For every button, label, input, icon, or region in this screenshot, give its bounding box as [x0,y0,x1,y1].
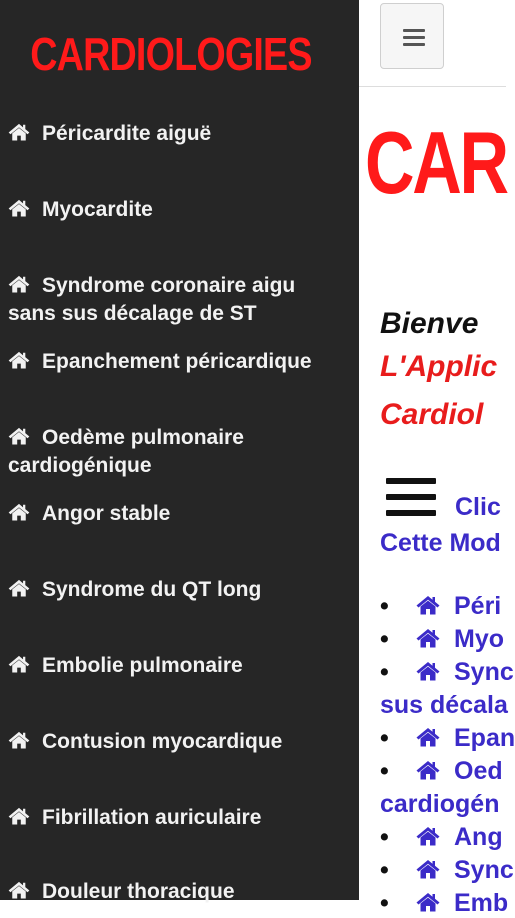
sidebar-item-label: Embolie pulmonaire [42,654,243,677]
list-item[interactable]: • Epan [380,724,515,752]
home-icon [416,661,440,681]
list-item-continuation[interactable]: cardiogén [380,790,500,818]
sidebar-item-douleur[interactable] [8,878,348,906]
sidebar-item-label: Myocardite [42,198,153,221]
list-item[interactable]: • Myo [380,625,504,653]
home-icon [8,881,30,899]
home-icon [416,760,440,780]
sidebar-item-label: Syndrome du QT long [42,578,262,601]
app-title-line1: L'Applic [380,350,498,383]
welcome-heading: Bienve [380,307,479,340]
home-icon [416,892,440,912]
home-icon [8,123,30,141]
sidebar-item-label: Fibrillation auriculaire [42,806,262,829]
home-icon [416,727,440,747]
list-item-continuation[interactable]: sus décala [380,691,508,719]
sidebar-item-label: Epanchement péricardique [42,350,312,373]
sidebar-item-label-line2: cardiogénique [8,454,152,477]
sidebar-item-epanchement[interactable] [8,348,348,376]
home-icon [8,275,30,293]
sidebar-item-label: Oedème pulmonaire [42,426,244,449]
home-icon [8,579,30,597]
main-content [359,87,515,917]
list-item[interactable]: • Emb [380,889,509,917]
click-link[interactable]: Clic [455,493,501,521]
click-link-line2[interactable]: Cette Mod [380,529,501,557]
home-icon [8,427,30,445]
list-item[interactable]: • Sync [380,856,514,884]
home-icon [8,199,30,217]
list-item[interactable]: • Péri [380,592,502,620]
sidebar-item-syndrome-coronaire[interactable] [8,272,348,328]
sidebar-item-angor[interactable] [8,500,348,528]
hamburger-icon-bar [403,43,425,46]
sidebar-item-fibrillation[interactable] [8,804,348,832]
home-icon [416,859,440,879]
sidebar-item-label: Contusion myocardique [42,730,283,753]
sidebar-item-oedeme[interactable] [8,424,348,480]
sidebar-item-label-line2: sans sus décalage de ST [8,302,257,325]
home-icon [416,595,440,615]
home-icon [416,628,440,648]
home-icon [8,731,30,749]
sidebar-item-qt-long[interactable] [8,576,348,604]
sidebar-item-pericardite[interactable] [8,120,348,148]
bars-icon[interactable] [386,478,436,518]
sidebar-item-label: Syndrome coronaire aigu [42,274,296,297]
list-item[interactable]: • Oed [380,757,503,785]
sidebar-item-label: Douleur thoracique [42,880,235,903]
main-logo: CAR [365,113,507,212]
home-icon [8,807,30,825]
home-icon [416,826,440,846]
sidebar-item-label: Péricardite aiguë [42,122,212,145]
app-title-line2: Cardiol [380,398,484,431]
sidebar-item-label: Angor stable [42,502,171,525]
sidebar-item-myocardite[interactable] [8,196,348,224]
sidebar-item-contusion[interactable] [8,728,348,756]
home-icon [8,655,30,673]
app-brand-logo[interactable]: CARDIOLOGIES [30,28,312,80]
hamburger-icon [403,29,425,32]
hamburger-icon-bar [403,36,425,39]
sidebar-item-embolie[interactable] [8,652,348,680]
home-icon [8,503,30,521]
list-item[interactable]: • Ang [380,823,503,851]
list-item[interactable]: • Sync [380,658,514,686]
top-bar [359,0,506,87]
home-icon [8,351,30,369]
menu-toggle-button[interactable] [380,3,444,69]
